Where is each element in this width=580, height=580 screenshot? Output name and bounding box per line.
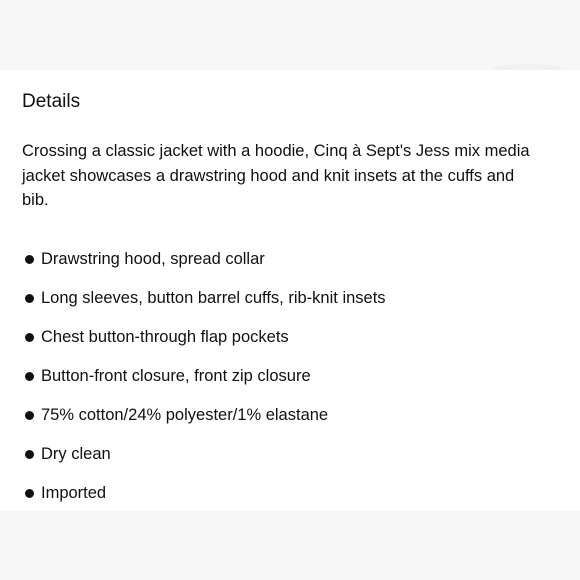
bullet-item (22, 357, 386, 396)
bullet-dot-icon (25, 489, 34, 498)
bullet-text: Dry clean (41, 445, 111, 463)
bullet-item (22, 396, 386, 435)
bullet-item (22, 279, 386, 318)
bullet-text: Drawstring hood, spread collar (41, 250, 265, 268)
product-description: Crossing a classic jacket with a hoodie, Cinq à Sept's Jess mix media jacket showcases a drawstring hood and knit insets at the cuffs and bib. (22, 142, 530, 209)
bullet-item (22, 318, 386, 357)
details-bullet-list (22, 240, 386, 513)
bullet-text: Chest button-through flap pockets (41, 328, 289, 346)
bullet-text: 75% cotton/24% polyester/1% elastane (41, 406, 329, 424)
bullet-dot-icon (25, 294, 34, 303)
bullet-text: Long sleeves, button barrel cuffs, rib-knit insets (41, 289, 386, 307)
bullet-item (22, 474, 386, 513)
bullet-dot-icon (25, 333, 34, 342)
bullet-text: Imported (41, 484, 107, 502)
details-title: Details (22, 91, 81, 112)
bullet-dot-icon (25, 255, 34, 264)
bullet-item (22, 240, 386, 279)
details-card (0, 70, 580, 510)
bullet-item (22, 435, 386, 474)
bullet-text: Button-front closure, front zip closure (41, 367, 311, 385)
bullet-dot-icon (25, 450, 34, 459)
bullet-dot-icon (25, 411, 34, 420)
bullet-dot-icon (25, 372, 34, 381)
